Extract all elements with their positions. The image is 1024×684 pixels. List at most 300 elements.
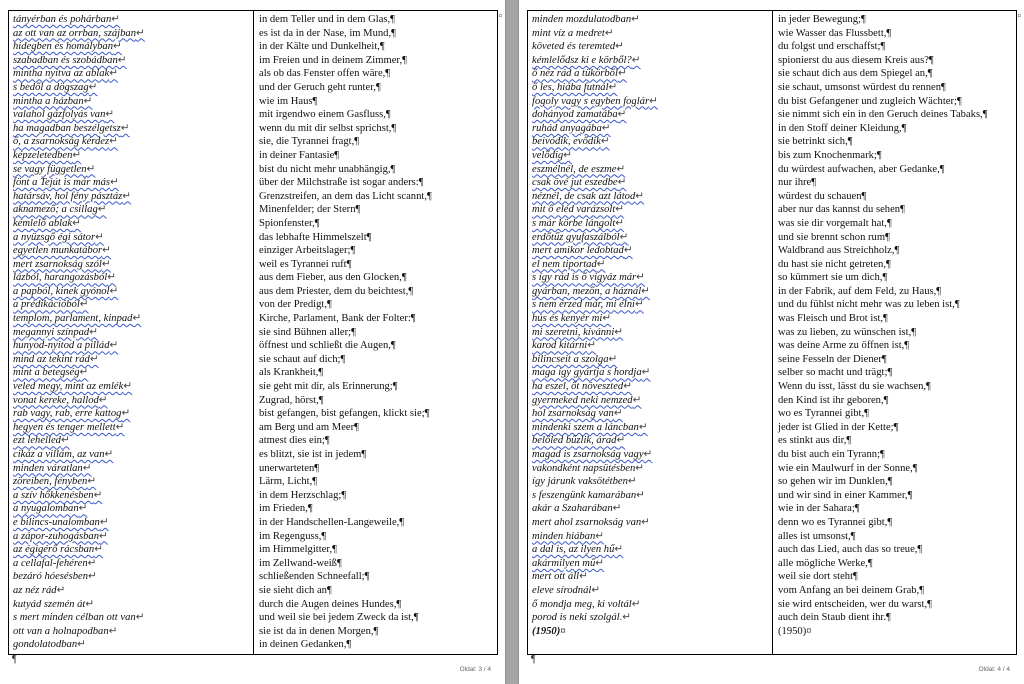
- hungarian-line: [13, 27, 253, 41]
- line-text: mint víz a medret: [532, 27, 605, 39]
- formatting-mark: ↵: [608, 353, 618, 365]
- formatting-mark: ↵: [617, 68, 627, 80]
- hungarian-line: [13, 81, 253, 95]
- hungarian-line: [532, 543, 772, 557]
- formatting-mark: ↵: [563, 149, 573, 161]
- german-line: Spionfenster,¶: [259, 217, 320, 229]
- german-line: so gehen wir im Dunklen,¶: [778, 476, 893, 488]
- line-text: mint a betegség: [13, 367, 80, 379]
- line-text: vonat kereke, hallod: [13, 394, 99, 406]
- hungarian-line: [532, 285, 772, 299]
- line-text: e bilincs-unalomban: [13, 516, 100, 528]
- formatting-mark: ↵: [117, 54, 127, 66]
- german-line: sie schaut auf dich;¶: [259, 353, 346, 365]
- line-text: a cellafal-fehéren: [13, 557, 88, 569]
- line-text: gondolatodban: [13, 639, 78, 651]
- line-text: veled megy, mint az emlék: [13, 381, 124, 393]
- hungarian-line: [13, 516, 253, 530]
- german-line: Waldbrand aus Streichholz,¶: [778, 245, 900, 257]
- line-text: eszmélnél, de eszme: [532, 163, 617, 175]
- hungarian-line: [13, 421, 253, 435]
- line-text: mert ahol zsarnokság van: [532, 516, 642, 528]
- line-text: magad is zsarnokság vagy: [532, 449, 644, 460]
- hungarian-line: [13, 353, 253, 367]
- hungarian-line: [532, 611, 772, 625]
- translation-table: [8, 10, 498, 655]
- formatting-mark: ↵: [595, 557, 605, 569]
- german-line: als Krankheit,¶: [259, 367, 324, 379]
- german-line: wie in der Sahara;¶: [778, 503, 860, 515]
- hungarian-line: [13, 462, 253, 476]
- formatting-mark: ↵: [99, 516, 109, 528]
- table-end-marker: ¤: [1017, 12, 1021, 20]
- hungarian-line: [13, 95, 253, 109]
- german-line: sie geht mit dir, als Erinnerung;¶: [259, 381, 398, 393]
- line-text: s feszengünk kamarában: [532, 489, 637, 501]
- hungarian-line: [532, 380, 772, 394]
- line-text: a papból, kinek gyónol: [13, 285, 110, 297]
- german-line: wie ein Maulwurf in der Sonne,¶: [778, 462, 918, 474]
- formatting-mark: ↵: [595, 530, 605, 542]
- german-line: mit irgendwo einem Gasfluss,¶: [259, 109, 391, 121]
- formatting-mark: ↵: [591, 584, 601, 596]
- formatting-mark: ↵: [109, 285, 119, 297]
- formatting-mark: ↵: [123, 381, 133, 393]
- hungarian-line: [13, 638, 253, 652]
- formatting-mark: ↵: [613, 408, 623, 420]
- hungarian-line: [13, 584, 253, 598]
- formatting-mark: ↵: [95, 231, 104, 243]
- formatting-mark: ↵: [604, 27, 614, 39]
- german-line: wie Wasser das Flussbett,¶: [778, 27, 892, 39]
- german-line: sie wird entscheiden, wer du warst,¶: [778, 598, 932, 610]
- table-end-marker: ¤: [498, 12, 502, 20]
- german-line: was Fleisch und Brot ist,¶: [778, 313, 888, 325]
- formatting-mark: ¤: [560, 625, 566, 637]
- german-line: alles ist umsonst,¶: [778, 530, 856, 542]
- line-text: maga így gyártja s hordja: [532, 367, 642, 379]
- german-line: Kirche, Parlament, Bank der Folter:¶: [259, 313, 416, 325]
- formatting-mark: ↵: [87, 557, 97, 569]
- hungarian-line: [532, 231, 772, 245]
- german-line: schließenden Schneefall;¶: [259, 571, 370, 583]
- german-line: bist du nicht mehr unabhängig,¶: [259, 163, 396, 175]
- german-line: bist gefangen, bist gefangen, klickt sie;¶: [259, 408, 430, 420]
- formatting-mark: ↵: [643, 449, 653, 460]
- formatting-mark: .↵: [619, 612, 632, 624]
- line-text: szabadban és szobádban: [13, 54, 118, 66]
- formatting-mark: ↵: [89, 326, 99, 338]
- formatting-mark: ↵: [113, 41, 122, 53]
- line-text: minden hiában: [532, 530, 596, 542]
- line-text: hegyen és tenger mellett: [13, 421, 116, 433]
- formatting-mark: ↵: [88, 81, 98, 93]
- formatting-mark: ↵: [79, 299, 89, 311]
- line-text: a nyugalomban: [13, 503, 79, 515]
- line-text: mit ő eléd varázsolt: [532, 204, 616, 216]
- formatting-mark: ↵: [72, 217, 82, 229]
- formatting-mark: ↵: [122, 190, 132, 202]
- german-line: im Zellwand-weiß¶: [259, 557, 342, 569]
- line-text: porod is neki szolgál: [532, 612, 620, 624]
- hungarian-line: [532, 570, 772, 584]
- line-text: gyárban, mezőn, a háznál: [532, 285, 642, 297]
- hungarian-line: [13, 271, 253, 285]
- hungarian-line: [532, 95, 772, 109]
- german-line: das lebhafte Himmelszelt¶: [259, 231, 372, 243]
- hungarian-line: [532, 176, 772, 190]
- line-text: zöreiben, fényben: [13, 476, 88, 488]
- formatting-mark: ↵: [78, 503, 88, 515]
- german-line: Zugrad, hörst,¶: [259, 394, 324, 406]
- line-text: (1950): [532, 625, 561, 637]
- formatting-mark: ↵: [616, 163, 626, 175]
- german-line: und der Geruch geht runter,¶: [259, 81, 381, 93]
- hungarian-line: [532, 27, 772, 41]
- formatting-mark: ↵: [627, 476, 637, 488]
- german-line: selber so macht und trägt;¶: [778, 367, 893, 379]
- hungarian-line: [532, 81, 772, 95]
- hungarian-line: [532, 516, 772, 530]
- german-line: was sie dir vorgemalt hat,¶: [778, 217, 892, 229]
- german-line: bis zum Knochenmark;¶: [778, 149, 882, 161]
- hungarian-line: [532, 40, 772, 54]
- hungarian-line: [13, 434, 253, 448]
- hungarian-line: [13, 298, 253, 312]
- hungarian-column: [9, 11, 254, 654]
- hungarian-line: [13, 67, 253, 81]
- line-text: ő mondja meg, ki voltál: [532, 598, 632, 610]
- german-line: du bist auch ein Tyrann;¶: [778, 449, 885, 460]
- hungarian-line: [13, 502, 253, 516]
- line-text: a zápor-zuhogásban: [13, 530, 100, 542]
- line-text: fogoly vagy s egyben foglár: [532, 95, 650, 107]
- hungarian-line: [13, 258, 253, 272]
- hungarian-line: [13, 380, 253, 394]
- german-line: aus dem Fieber, aus den Glocken,¶: [259, 272, 407, 284]
- german-line: Wenn du isst, lässt du sie wachsen,¶: [778, 381, 931, 393]
- german-line: jeder ist Glied in der Kette;¶: [778, 421, 899, 433]
- line-text: határsáv, hol fény pásztáz: [13, 190, 123, 202]
- formatting-mark: ↵: [110, 177, 119, 189]
- formatting-mark: ↵: [596, 258, 606, 270]
- formatting-mark: ↵: [617, 177, 627, 189]
- hungarian-line: [13, 326, 253, 340]
- hungarian-line: [13, 366, 253, 380]
- formatting-mark: ↵: [601, 122, 611, 134]
- page-footer: Oldal: 3 / 4: [459, 666, 491, 673]
- line-text: velődig: [532, 149, 564, 161]
- line-text: beivódik, evődik: [532, 136, 601, 148]
- line-text: akármilyen mű: [532, 557, 596, 569]
- formatting-mark: ↵: [89, 353, 99, 365]
- german-line: öffnest und schließt die Augen,¶: [259, 340, 396, 352]
- formatting-mark: ↵: [612, 503, 622, 515]
- german-line: sie betrinkt sich,¶: [778, 136, 853, 148]
- formatting-mark: ↵: [101, 258, 111, 270]
- line-text: el nem tiportad: [532, 258, 597, 270]
- formatting-mark: ↵: [619, 231, 629, 243]
- german-line: und du fühlst nicht mehr was zu leben ist,¶: [778, 299, 960, 311]
- german-line: und weil sie bei jedem Zweck da ist,¶: [259, 612, 419, 624]
- german-line: sie schaut dich aus dem Spiegel an,¶: [778, 68, 933, 80]
- hungarian-line: [532, 557, 772, 571]
- line-text: ott van a holnapodban: [13, 625, 109, 637]
- german-line: in den Stoff deiner Kleidung,¶: [778, 122, 907, 134]
- formatting-mark: ↵: [636, 272, 646, 284]
- line-text: csak övé jut eszedbe: [532, 177, 618, 189]
- hungarian-line: [532, 135, 772, 149]
- hungarian-line: [532, 584, 772, 598]
- formatting-mark: ↵: [85, 598, 95, 610]
- german-line: Grenzstreifen, an dem das Licht scannt,¶: [259, 190, 432, 202]
- formatting-mark: ↵: [109, 68, 119, 80]
- line-text: lázból, harangozásból: [13, 272, 108, 284]
- formatting-mark: ↵: [109, 136, 119, 148]
- german-line: in dem Herzschlag;¶: [259, 489, 347, 501]
- german-line: vom Anfang an bei deinem Grab,¶: [778, 584, 925, 596]
- german-line: als ob das Fenster offen wäre,¶: [259, 68, 391, 80]
- german-line: auch das Lied, auch das so treue,¶: [778, 544, 923, 556]
- formatting-mark: ↵: [56, 584, 66, 596]
- german-line: einziger Arbeitslager;¶: [259, 245, 356, 257]
- hungarian-line: [13, 394, 253, 408]
- german-line: du folgst und erschaffst;¶: [778, 41, 886, 53]
- formatting-mark: ↵: [120, 122, 130, 134]
- hungarian-line: [13, 163, 253, 177]
- german-column: [254, 11, 497, 654]
- document-page-4: [519, 0, 1024, 684]
- line-text: képzeletedben: [13, 149, 73, 161]
- line-text: valahol gázfolyás van: [13, 109, 106, 121]
- formatting-mark: ↵: [105, 109, 115, 121]
- german-line: sie sieht dich an¶: [259, 584, 332, 596]
- line-text: ha magadban beszélgetsz: [13, 122, 121, 134]
- hungarian-line: [532, 421, 772, 435]
- hungarian-line: [13, 54, 253, 68]
- formatting-mark: ↵: [600, 136, 610, 148]
- hungarian-line: [13, 13, 253, 27]
- line-text: aknamező; a csillag: [13, 204, 98, 216]
- line-text: belőled bűzlik, árad: [532, 435, 617, 447]
- hungarian-line: [13, 448, 253, 462]
- hungarian-line: [13, 530, 253, 544]
- formatting-mark: ↵: [121, 408, 131, 420]
- hungarian-line: [532, 190, 772, 204]
- formatting-mark: ↵: [88, 571, 97, 583]
- formatting-mark: ↵: [616, 435, 626, 447]
- line-text: rab vagy, rab, erre kattog: [13, 408, 122, 420]
- line-text: így járunk vaksötétben: [532, 476, 628, 488]
- hungarian-line: [13, 108, 253, 122]
- line-text: mert ott áll: [532, 571, 580, 583]
- line-text: a szív hőkkenésben: [13, 489, 94, 501]
- formatting-mark: ↵: [135, 612, 145, 624]
- line-text: a dal is, az ilyen hű: [532, 544, 615, 556]
- formatting-mark: ↵: [638, 421, 648, 433]
- german-line: weil sie dort steht¶: [778, 571, 858, 583]
- line-text: eleve sírodnál: [532, 584, 592, 596]
- german-line: auch dein Staub dient ihr.¶: [778, 612, 891, 624]
- line-text: s így rád is ő vigyáz már: [532, 272, 637, 284]
- formatting-mark: ↵: [631, 54, 641, 66]
- line-text: kutyád szemén át: [13, 598, 86, 610]
- hungarian-line: [13, 475, 253, 489]
- german-line: unerwarteten¶: [259, 462, 320, 474]
- formatting-mark: ↵: [94, 544, 104, 556]
- german-line: aus dem Priester, dem du beichtest,¶: [259, 285, 414, 297]
- hungarian-line: [532, 163, 772, 177]
- german-line: was zu lieben, zu wünschen ist,¶: [778, 326, 917, 338]
- hungarian-line: [532, 407, 772, 421]
- hungarian-line: [13, 190, 253, 204]
- formatting-mark: ↵: [614, 326, 624, 338]
- hungarian-line: [13, 40, 253, 54]
- german-line: wo es Tyrannei gibt,¶: [778, 408, 869, 420]
- hungarian-line: [532, 54, 772, 68]
- hungarian-line: [532, 258, 772, 272]
- german-line: denn wo es Tyrannei gibt,¶: [778, 516, 893, 528]
- hungarian-line: [532, 502, 772, 516]
- formatting-mark: ↵: [631, 14, 641, 25]
- line-text: karod kitárni: [532, 340, 588, 352]
- line-text: bilincseit a szolga: [532, 353, 609, 365]
- formatting-mark: ↵: [60, 435, 70, 447]
- line-text: mintha nyitva az ablak: [13, 68, 110, 80]
- translation-table: [527, 10, 1017, 655]
- formatting-mark: ↵: [617, 109, 627, 121]
- formatting-mark: ↵: [93, 489, 103, 501]
- line-text: ő les, hiába futnál: [532, 81, 609, 93]
- line-text: gyermeked neki nemzed: [532, 394, 633, 406]
- formatting-mark: ↵: [641, 285, 651, 297]
- german-line: es blitzt, sie ist in jedem¶: [259, 449, 367, 460]
- line-text: ruhád anyagába: [532, 122, 602, 134]
- formatting-mark: ↵: [635, 462, 645, 474]
- german-line: du hast sie nicht getreten,¶: [778, 258, 891, 270]
- line-text: tányérban és pohárban: [13, 14, 112, 25]
- german-line: seine Fesseln der Diener¶: [778, 353, 887, 365]
- german-line: atmest dies ein;¶: [259, 435, 330, 447]
- line-text: ő néz rád a tükörből: [532, 68, 618, 80]
- german-line: und sie brennt schon rum¶: [778, 231, 890, 243]
- formatting-mark: ↵: [86, 163, 96, 175]
- german-line: es ist da in der Nase, im Mund,¶: [259, 27, 396, 39]
- formatting-mark: ↵: [132, 313, 142, 325]
- formatting-mark: ↵: [615, 41, 625, 53]
- formatting-mark: ↵: [615, 217, 625, 229]
- formatting-mark: ↵: [72, 149, 82, 161]
- line-text: a prédikációból: [13, 299, 80, 311]
- german-line: du bist Gefangener und zugleich Wächter;¶: [778, 95, 962, 107]
- line-text: ezt lehelled: [13, 435, 61, 447]
- german-line: Minenfelder; der Stern¶: [259, 204, 361, 216]
- hungarian-line: [532, 489, 772, 503]
- german-line: in deiner Fantasie¶: [259, 149, 340, 161]
- german-line: nur ihre¶: [778, 177, 817, 189]
- line-text: kémlelődsz ki e körből?: [532, 54, 632, 66]
- line-text: vakondként napsütésben: [532, 462, 636, 474]
- german-line: sie ist da in denen Morgen,¶: [259, 625, 379, 637]
- formatting-mark: ↵: [634, 299, 644, 311]
- line-text: s bedől a dögszag: [13, 81, 89, 93]
- german-line: es stinkt aus dir,¶: [778, 435, 852, 447]
- german-line: in dem Teller und in dem Glas,¶: [259, 14, 395, 25]
- german-line: was deine Arme zu öffnen ist,¶: [778, 340, 910, 352]
- german-line: spionierst du aus diesem Kreis aus?¶: [778, 54, 934, 66]
- line-text: akár a Szaharában: [532, 503, 613, 515]
- formatting-mark: ↵: [97, 204, 107, 216]
- hungarian-line: [532, 462, 772, 476]
- german-line: du würdest aufwachen, aber Gedanke,¶: [778, 163, 945, 175]
- german-line: durch die Augen deines Hundes,¶: [259, 598, 402, 610]
- line-text: s már körbe lángolt: [532, 217, 616, 229]
- hungarian-line: [13, 135, 253, 149]
- german-line: so kümmert sie um dich,¶: [778, 272, 888, 284]
- line-text: néznél, de csak azt látod: [532, 190, 636, 202]
- hungarian-line: [532, 203, 772, 217]
- line-text: kémlelő ablak: [13, 217, 73, 229]
- hungarian-line: [532, 434, 772, 448]
- hungarian-line: [532, 122, 772, 136]
- formatting-mark: ↵: [649, 95, 658, 107]
- line-text: dohányod zamatába: [532, 109, 618, 121]
- hungarian-line: [532, 217, 772, 231]
- german-line: den Kind ist ihr geboren,¶: [778, 394, 889, 406]
- line-text: az ott van az orrban, szájban: [13, 27, 137, 39]
- hungarian-line: [532, 13, 772, 27]
- hungarian-line: [532, 530, 772, 544]
- formatting-mark: ↵: [615, 204, 625, 216]
- formatting-mark: ↵: [104, 449, 114, 460]
- german-line: von der Predigt,¶: [259, 299, 332, 311]
- line-text: mintha a házban: [13, 95, 84, 107]
- line-text: ha eszel, őt növeszted: [532, 381, 624, 393]
- german-line: würdest du schauen¶: [778, 190, 867, 202]
- line-text: az néz rád: [13, 584, 57, 596]
- hungarian-line: [532, 366, 772, 380]
- formatting-mark: ↵: [136, 27, 145, 39]
- line-text: mert zsarnokság szól: [13, 258, 102, 270]
- line-text: hol zsarnokság van: [532, 408, 614, 420]
- german-line: im Frieden,¶: [259, 503, 313, 515]
- line-text: az égigérő rácsban: [13, 544, 95, 556]
- line-text: egyetlen munkatábor: [13, 245, 103, 257]
- hungarian-line: [13, 231, 253, 245]
- hungarian-line: [13, 122, 253, 136]
- formatting-mark: ↵: [99, 530, 108, 542]
- formatting-mark: ↵: [108, 625, 118, 637]
- hungarian-line: [532, 312, 772, 326]
- hungarian-line: [13, 203, 253, 217]
- german-line: wie im Haus¶: [259, 95, 318, 107]
- german-line: wenn du mit dir selbst sprichst,¶: [259, 122, 397, 134]
- hungarian-line: [532, 475, 772, 489]
- formatting-mark: ↵: [98, 394, 108, 406]
- formatting-mark: ↵: [641, 367, 651, 379]
- german-line: weil es Tyrannei ruft¶: [259, 258, 352, 270]
- line-text: s nem érzed már, mi élni: [532, 299, 635, 311]
- german-line: in deinen Gedanken,¶: [259, 639, 352, 651]
- formatting-mark: ↵: [109, 340, 119, 352]
- german-line: und wir sind in einer Kammer,¶: [778, 489, 913, 501]
- line-text: se vagy független: [13, 163, 87, 175]
- hungarian-line: [13, 570, 253, 584]
- line-text: hidegben és homályban: [13, 41, 114, 53]
- line-text: bezáró hóesésben: [13, 571, 89, 583]
- formatting-mark: ↵: [602, 313, 612, 325]
- line-text: megannyi színpad: [13, 326, 90, 338]
